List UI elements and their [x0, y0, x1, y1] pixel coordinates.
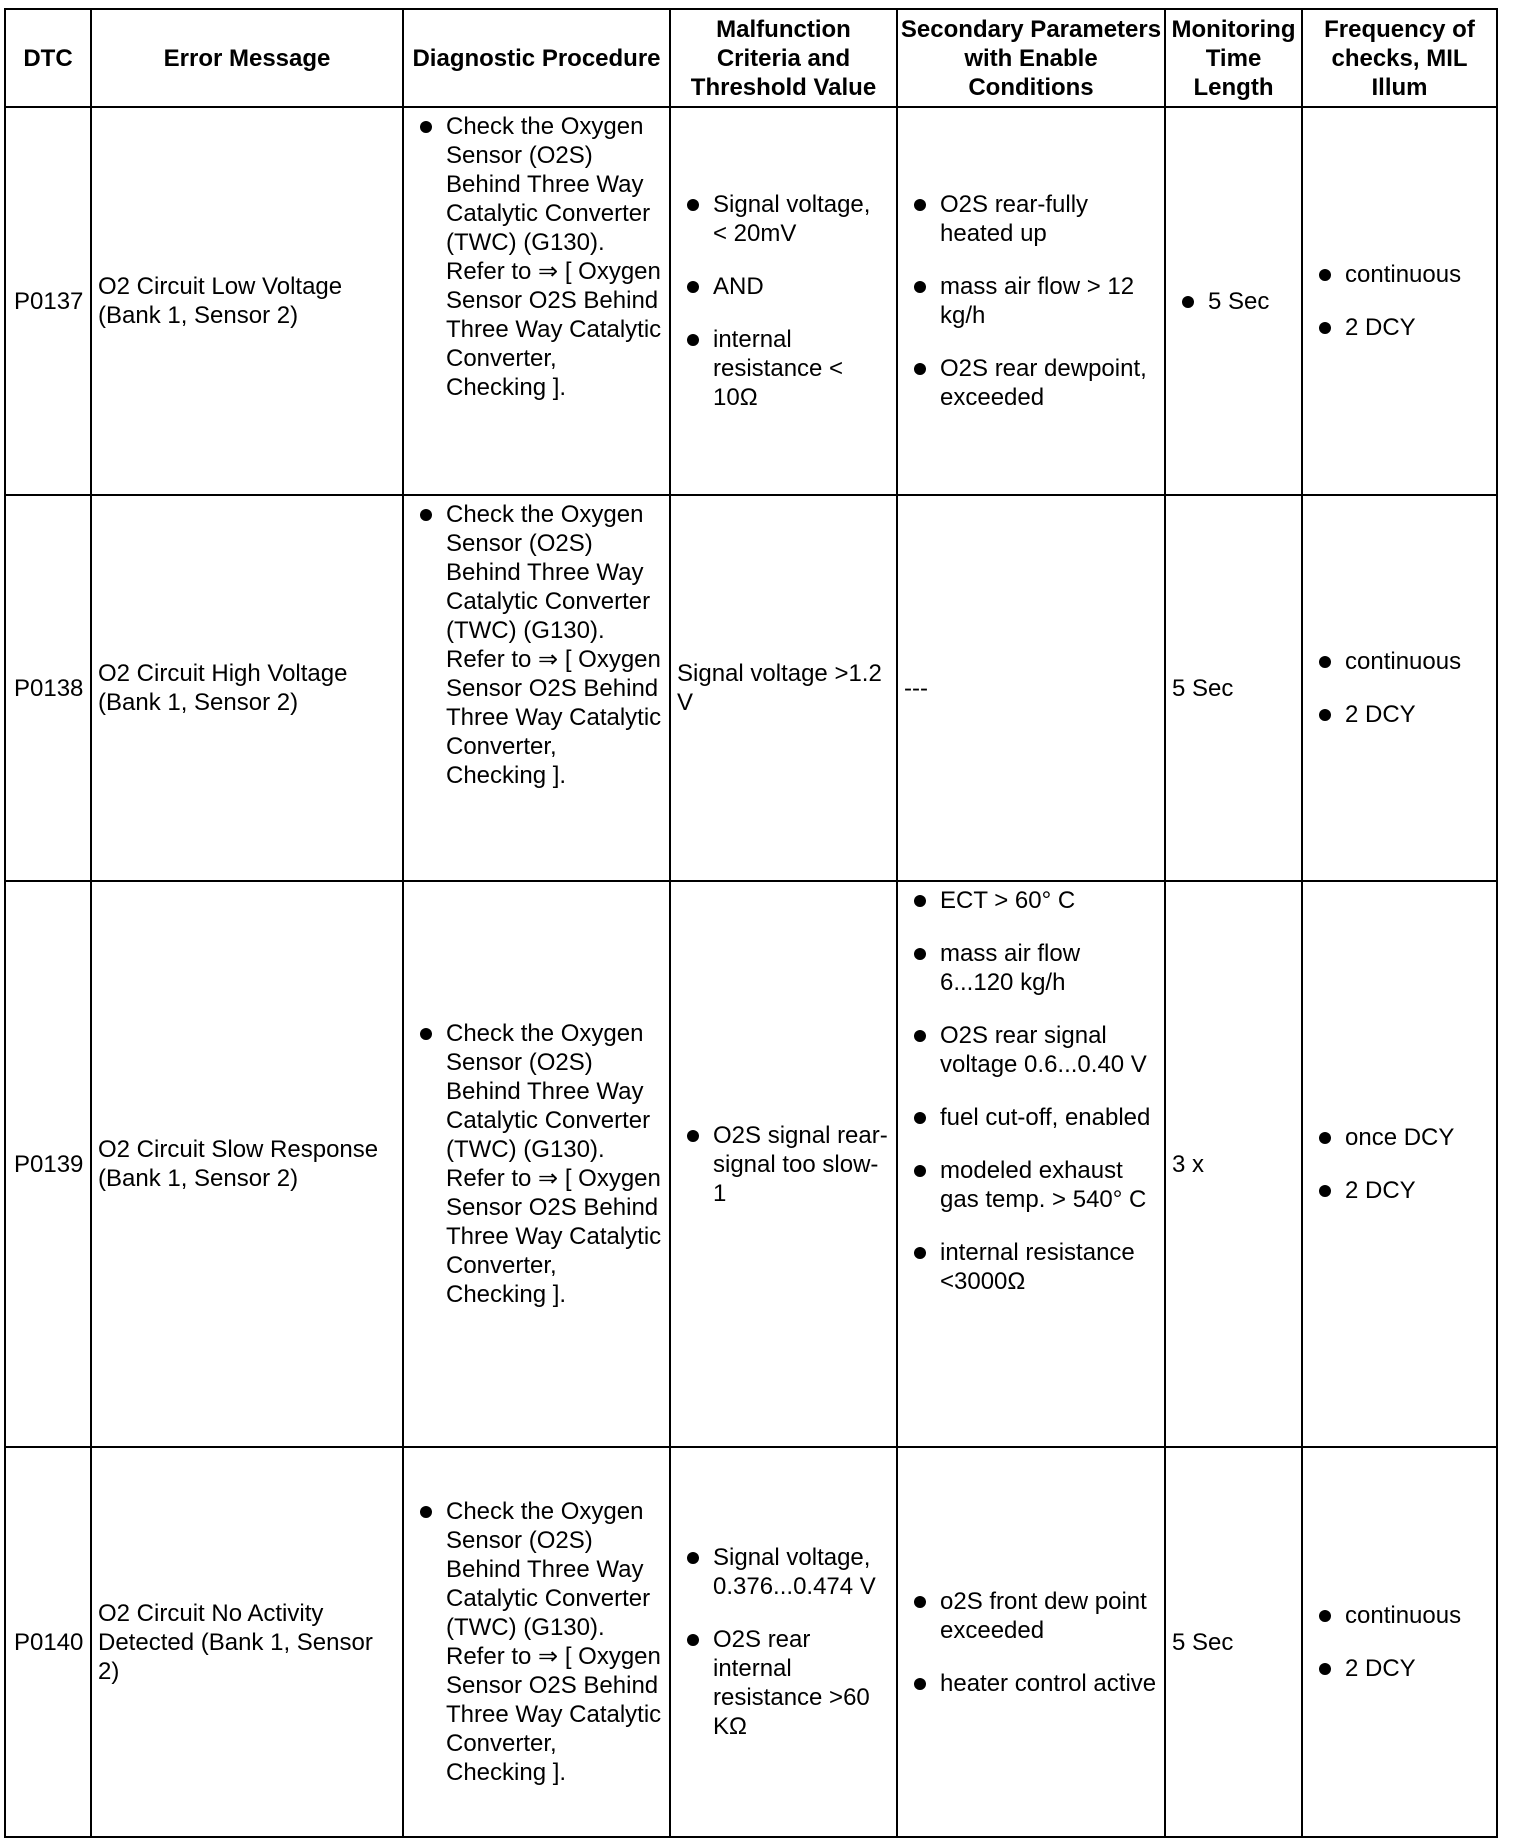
secondary-parameters: ---	[897, 495, 1165, 881]
diagnostic-procedure	[403, 1447, 670, 1837]
list-item: 5 Sec	[1172, 287, 1295, 316]
table-row	[5, 495, 1497, 881]
list-item: internal resistance < 10Ω	[677, 325, 890, 412]
dtc-code: P0139	[5, 881, 91, 1447]
header-error-message: Error Message	[91, 9, 403, 107]
list-item: fuel cut-off, enabled	[904, 1103, 1158, 1132]
monitoring-time: 5 Sec	[1165, 495, 1302, 881]
list-item: modeled exhaust gas temp. > 540° C	[904, 1156, 1158, 1214]
list-item: Signal voltage, < 20mV	[677, 190, 890, 248]
secondary-parameters	[897, 107, 1165, 495]
list-item: continuous	[1309, 1601, 1490, 1630]
monitoring-time: 3 x	[1165, 881, 1302, 1447]
malfunction-criteria	[670, 107, 897, 495]
header-malfunction-criteria: Malfunction Criteria and Threshold Value	[670, 9, 897, 107]
list-item: Check the Oxygen Sensor (O2S) Behind Three Way Catalytic Converter (TWC) (G130). Refer to ⇒ [ Oxygen Sensor O2S Behind Three Way Catalytic Converter, Checking ].	[410, 500, 663, 790]
header-row	[5, 9, 1497, 107]
error-message: O2 Circuit Low Voltage (Bank 1, Sensor 2)	[91, 107, 403, 495]
list-item: ECT > 60° C	[904, 886, 1158, 915]
list-item: o2S front dew point exceeded	[904, 1587, 1158, 1645]
error-message: O2 Circuit No Activity Detected (Bank 1, Sensor 2)	[91, 1447, 403, 1837]
error-message: O2 Circuit High Voltage (Bank 1, Sensor 2)	[91, 495, 403, 881]
list-item: AND	[677, 272, 890, 301]
malfunction-criteria	[670, 1447, 897, 1837]
list-item: Check the Oxygen Sensor (O2S) Behind Three Way Catalytic Converter (TWC) (G130). Refer to ⇒ [ Oxygen Sensor O2S Behind Three Way Catalytic Converter, Checking ].	[410, 1497, 663, 1787]
header-secondary-parameters: Secondary Parameters with Enable Conditions	[897, 9, 1165, 107]
list-item: mass air flow > 12 kg/h	[904, 272, 1158, 330]
list-item: continuous	[1309, 647, 1490, 676]
malfunction-criteria	[670, 881, 897, 1447]
list-item: O2S rear internal resistance >60 KΩ	[677, 1625, 890, 1741]
frequency	[1302, 107, 1497, 495]
list-item: heater control active	[904, 1669, 1158, 1698]
error-message: O2 Circuit Slow Response (Bank 1, Sensor 2)	[91, 881, 403, 1447]
list-item: Signal voltage, 0.376...0.474 V	[677, 1543, 890, 1601]
header-diagnostic-procedure: Diagnostic Procedure	[403, 9, 670, 107]
monitoring-time	[1165, 107, 1302, 495]
dtc-code: P0140	[5, 1447, 91, 1837]
list-item: O2S signal rear- signal too slow- 1	[677, 1121, 890, 1208]
list-item: Check the Oxygen Sensor (O2S) Behind Three Way Catalytic Converter (TWC) (G130). Refer to ⇒ [ Oxygen Sensor O2S Behind Three Way Catalytic Converter, Checking ].	[410, 112, 663, 402]
list-item: internal resistance <3000Ω	[904, 1238, 1158, 1296]
header-frequency: Frequency of checks, MIL Illum	[1302, 9, 1497, 107]
dtc-code: P0137	[5, 107, 91, 495]
list-item: O2S rear dewpoint, exceeded	[904, 354, 1158, 412]
frequency	[1302, 1447, 1497, 1837]
malfunction-criteria: Signal voltage >1.2 V	[670, 495, 897, 881]
list-item: O2S rear signal voltage 0.6...0.40 V	[904, 1021, 1158, 1079]
list-item: 2 DCY	[1309, 1176, 1490, 1205]
table-row	[5, 881, 1497, 1447]
dtc-code: P0138	[5, 495, 91, 881]
diagnostic-procedure	[403, 107, 670, 495]
list-item: mass air flow 6...120 kg/h	[904, 939, 1158, 997]
monitoring-time: 5 Sec	[1165, 1447, 1302, 1837]
table-row	[5, 1447, 1497, 1837]
list-item: continuous	[1309, 260, 1490, 289]
list-item: O2S rear-fully heated up	[904, 190, 1158, 248]
list-item: once DCY	[1309, 1123, 1490, 1152]
secondary-parameters	[897, 881, 1165, 1447]
list-item: 2 DCY	[1309, 700, 1490, 729]
list-item: 2 DCY	[1309, 313, 1490, 342]
diagnostic-procedure	[403, 881, 670, 1447]
header-monitoring-time: Monitoring Time Length	[1165, 9, 1302, 107]
diagnostic-procedure	[403, 495, 670, 881]
frequency	[1302, 881, 1497, 1447]
header-dtc: DTC	[5, 9, 91, 107]
list-item: Check the Oxygen Sensor (O2S) Behind Three Way Catalytic Converter (TWC) (G130). Refer to ⇒ [ Oxygen Sensor O2S Behind Three Way Catalytic Converter, Checking ].	[410, 1019, 663, 1309]
dtc-table	[4, 8, 1498, 1838]
secondary-parameters	[897, 1447, 1165, 1837]
frequency	[1302, 495, 1497, 881]
table-row	[5, 107, 1497, 495]
list-item: 2 DCY	[1309, 1654, 1490, 1683]
